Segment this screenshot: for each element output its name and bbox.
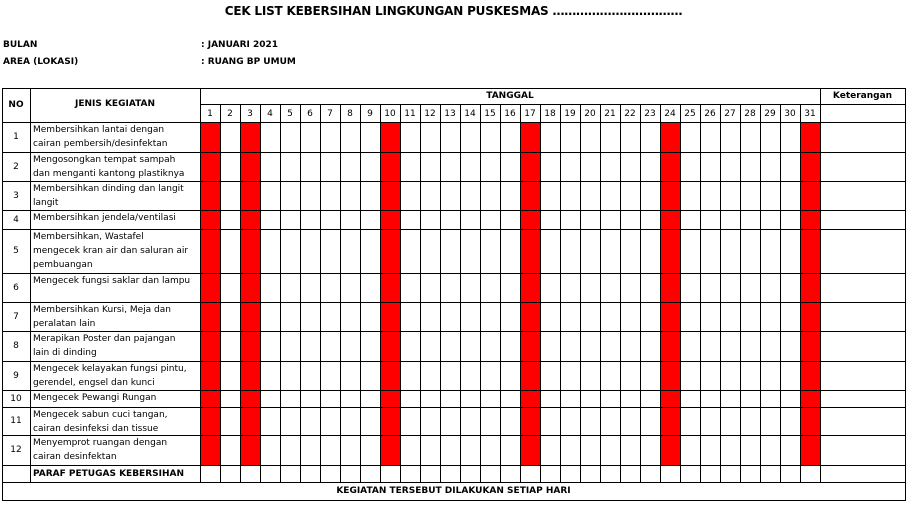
grid-line: [2, 210, 906, 211]
grid-line: [780, 104, 781, 483]
day-number: 25: [684, 109, 696, 119]
grid-line: [720, 104, 721, 483]
grid-line: [660, 104, 661, 483]
grid-line: [400, 104, 401, 483]
row-number: 7: [13, 311, 19, 322]
activity-line: peralatan lain: [33, 319, 96, 329]
day-number: 29: [764, 109, 776, 119]
activity-line: cairan desinfektan: [33, 452, 117, 462]
activity-description: [30, 407, 200, 435]
page-title: CEK LIST KEBERSIHAN LINGKUNGAN PUSKESMAS ……………………………: [224, 4, 683, 18]
day-number: 20: [584, 109, 596, 119]
bulan-value: : JANUARI 2021: [201, 40, 279, 50]
grid-line: [340, 104, 341, 483]
activity-description: [30, 152, 200, 181]
row-number: 11: [10, 416, 22, 426]
day-number: 5: [287, 109, 293, 119]
grid-line: [2, 302, 906, 303]
grid-line: [2, 482, 906, 483]
grid-line: [2, 88, 906, 89]
grid-line: [2, 122, 906, 123]
activity-description: [30, 122, 200, 152]
header-jenis-kegiatan: JENIS KEGIATAN: [74, 99, 156, 109]
activity-line: dan menganti kantong plastiknya: [33, 169, 185, 179]
header-tanggal: TANGGAL: [486, 91, 534, 101]
day-number: 3: [247, 109, 253, 119]
grid-line: [240, 104, 241, 483]
activity-line: Mengecek Pewangi Rungan: [33, 393, 157, 403]
grid-line: [2, 361, 906, 362]
grid-line: [30, 88, 31, 483]
grid-line: [2, 181, 906, 182]
row-number: 8: [13, 341, 19, 351]
activity-description: [30, 181, 200, 210]
grid-line: [2, 331, 906, 332]
row-number: 5: [13, 246, 19, 256]
activity-description: [30, 361, 200, 390]
day-number: 22: [624, 109, 636, 119]
activity-line: Membersihkan Kursi, Meja dan: [33, 305, 171, 315]
activity-line: langit: [33, 198, 59, 208]
day-number: 6: [307, 109, 313, 119]
bulan-label: BULAN: [3, 40, 38, 50]
highlight-day-31: [801, 122, 820, 465]
day-number: 14: [464, 109, 476, 119]
row-number: 10: [10, 393, 22, 404]
highlight-day-17: [521, 122, 540, 465]
row-number: 3: [13, 190, 19, 201]
day-number: 16: [504, 109, 516, 119]
grid-line: [360, 104, 361, 483]
grid-line: [200, 88, 201, 483]
day-number: 31: [804, 109, 816, 119]
grid-line: [260, 104, 261, 483]
grid-line: [520, 104, 521, 483]
grid-line: [760, 104, 761, 483]
grid-line: [640, 104, 641, 483]
activity-description: [30, 435, 200, 465]
grid-line: [2, 407, 906, 408]
activity-description: [30, 210, 200, 229]
activity-line: Mengosongkan tempat sampah: [33, 155, 176, 165]
activity-line: gerendel, engsel dan kunci: [33, 378, 155, 388]
activity-description: [30, 302, 200, 331]
header-keterangan: Keterangan: [832, 91, 893, 101]
activity-line: Membersihkan dinding dan langit: [33, 184, 184, 194]
day-number: 13: [444, 109, 456, 119]
day-number: 9: [367, 109, 373, 119]
day-number: 1: [207, 109, 213, 119]
activity-line: Mengecek fungsi saklar dan lampu: [33, 276, 191, 286]
grid-line: [580, 104, 581, 483]
activity-line: lain di dinding: [33, 348, 97, 358]
day-number: 17: [524, 109, 536, 119]
day-number: 23: [644, 109, 656, 119]
grid-line: [820, 88, 821, 483]
day-number: 8: [347, 109, 353, 119]
paraf-petugas-label: PARAF PETUGAS KEBERSIHAN: [33, 468, 184, 479]
day-number: 24: [664, 109, 676, 119]
activity-description: [30, 229, 200, 273]
grid-line: [460, 104, 461, 483]
activity-line: Mengecek sabun cuci tangan,: [33, 410, 168, 420]
day-number: 10: [384, 109, 396, 119]
activity-line: Membersihkan, Wastafel: [33, 232, 144, 242]
grid-line: [440, 104, 441, 483]
row-number: 9: [13, 370, 19, 381]
row-number: 2: [13, 161, 19, 172]
grid-line: [700, 104, 701, 483]
area-label: AREA (LOKASI): [3, 57, 79, 67]
grid-line: [800, 104, 801, 483]
day-number: 28: [744, 109, 756, 119]
activity-line: pembuangan: [33, 260, 93, 270]
grid-line: [2, 229, 906, 230]
day-number: 26: [704, 109, 716, 119]
grid-line: [2, 390, 906, 391]
highlight-day-24: [661, 122, 680, 465]
activity-line: Membersihkan jendela/ventilasi: [33, 213, 176, 223]
day-number: 15: [484, 109, 496, 119]
day-number: 18: [544, 109, 556, 119]
grid-line: [420, 104, 421, 483]
activity-line: Mengecek kelayakan fungsi pintu,: [33, 364, 187, 374]
day-number: 4: [267, 109, 273, 119]
grid-line: [2, 273, 906, 274]
grid-line: [320, 104, 321, 483]
highlight-day-1: [201, 122, 220, 465]
day-number: 21: [604, 109, 616, 119]
grid-line: [905, 88, 906, 501]
day-number: 11: [404, 109, 416, 119]
row-number: 1: [13, 132, 19, 142]
grid-line: [600, 104, 601, 483]
highlight-day-3: [241, 122, 260, 465]
activity-description: [30, 390, 200, 407]
grid-line: [280, 104, 281, 483]
grid-line: [300, 104, 301, 483]
header-no: NO: [8, 100, 24, 110]
footer-note: KEGIATAN TERSEBUT DILAKUKAN SETIAP HARI: [336, 486, 571, 496]
grid-line: [380, 104, 381, 483]
row-number: 12: [10, 445, 22, 455]
grid-line: [540, 104, 541, 483]
day-number: 30: [784, 109, 796, 119]
grid-line: [2, 465, 906, 466]
grid-line: [560, 104, 561, 483]
day-number: 27: [724, 109, 736, 119]
row-number: 4: [13, 214, 19, 225]
grid-line: [2, 435, 906, 436]
grid-line: [220, 104, 221, 483]
activity-line: cairan desinfeksi dan tissue: [33, 424, 159, 434]
grid-line: [620, 104, 621, 483]
activity-line: cairan pembersih/desinfektan: [33, 139, 168, 149]
activity-description: [30, 273, 200, 302]
grid-line: [2, 500, 906, 501]
grid-line: [2, 88, 3, 501]
day-number: 19: [564, 109, 576, 119]
activity-line: Merapikan Poster dan pajangan: [33, 334, 176, 344]
activity-line: mengecek kran air dan saluran air: [33, 246, 189, 256]
day-number: 2: [227, 109, 233, 119]
grid-line: [740, 104, 741, 483]
grid-line: [500, 104, 501, 483]
highlight-day-10: [381, 122, 400, 465]
activity-line: Menyemprot ruangan dengan: [33, 438, 168, 448]
activity-line: Membersihkan lantai dengan: [33, 125, 165, 135]
area-value: : RUANG BP UMUM: [201, 57, 296, 67]
grid-line: [680, 104, 681, 483]
grid-line: [2, 152, 906, 153]
row-number: 6: [13, 282, 19, 293]
day-number: 7: [327, 109, 333, 119]
grid-line: [480, 104, 481, 483]
day-number: 12: [424, 109, 436, 119]
activity-description: [30, 331, 200, 361]
